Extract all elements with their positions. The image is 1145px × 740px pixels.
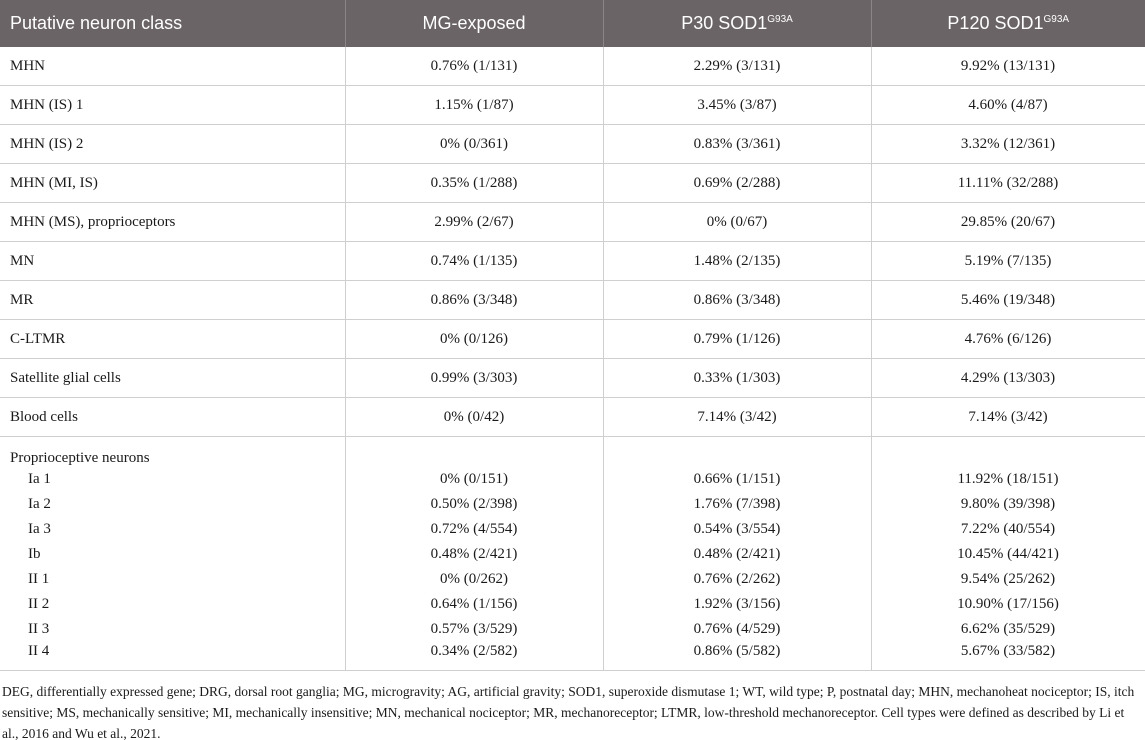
cell-p30-sod1: 0.66% (1/151)	[603, 467, 871, 492]
cell-mg-exposed: 0.50% (2/398)	[345, 492, 603, 517]
cell-mg-exposed: 0.35% (1/288)	[345, 164, 603, 203]
cell-mg-exposed: 0% (0/151)	[345, 467, 603, 492]
table-row	[0, 467, 1145, 492]
cell-mg-exposed: 0.48% (2/421)	[345, 542, 603, 567]
cell-p30-sod1: 0.86% (5/582)	[603, 642, 871, 671]
cell-p120-sod1: 5.19% (7/135)	[871, 242, 1145, 281]
cell-p30-sod1: 7.14% (3/42)	[603, 398, 871, 437]
cell-p120-sod1: 7.14% (3/42)	[871, 398, 1145, 437]
cell-mg-exposed: 0.86% (3/348)	[345, 281, 603, 320]
table-row	[0, 47, 1145, 86]
table-body	[0, 47, 1145, 671]
table-row	[0, 542, 1145, 567]
cell-neuron-class: Ib	[28, 546, 41, 562]
cell-p120-sod1: 11.92% (18/151)	[871, 467, 1145, 492]
cell-p120-sod1: 6.62% (35/529)	[871, 617, 1145, 642]
table-row	[0, 567, 1145, 592]
cell-neuron-class: II 4	[0, 642, 345, 671]
cell-neuron-class: MHN (IS) 1	[0, 86, 345, 125]
cell-mg-exposed: 0% (0/42)	[345, 398, 603, 437]
cell-p30-sod1: 1.48% (2/135)	[603, 242, 871, 281]
table-row	[0, 359, 1145, 398]
cell-p30-sod1: 0.54% (3/554)	[603, 517, 871, 542]
cell-neuron-class: Blood cells	[0, 398, 345, 437]
cell-mg-exposed: 0% (0/262)	[345, 567, 603, 592]
cell-p120-sod1: 5.46% (19/348)	[871, 281, 1145, 320]
cell-neuron-class: MHN (MI, IS)	[0, 164, 345, 203]
cell-p120-sod1: 29.85% (20/67)	[871, 203, 1145, 242]
group-header-row	[0, 437, 1145, 468]
table-footnote: DEG, differentially expressed gene; DRG, dorsal root ganglia; MG, microgravity; AG, artificial gravity; SOD1, superoxide dismutase 1; WT, wild type; P, postnatal day; MHN, mechanoheat nociceptor; IS, itch sensitive; MS, mechanically sensitive; MI, mechanically insensitive; MN, mechanical nociceptor; MR, mechanoreceptor; LTMR, low-threshold mechanoreceptor. Cell types were defined as described by Li et al., 2016 and Wu et al., 2021.	[2, 684, 1135, 740]
cell-neuron-class: Ia 2	[28, 496, 51, 512]
cell-neuron-class: Ia 3	[28, 521, 51, 537]
table-row	[0, 86, 1145, 125]
header-p30-superscript: G93A	[767, 14, 793, 25]
cell-p30-sod1: 0% (0/67)	[603, 203, 871, 242]
cell-p120-sod1: 10.45% (44/421)	[871, 542, 1145, 567]
empty-cell	[603, 437, 871, 468]
table-row	[0, 592, 1145, 617]
cell-mg-exposed: 1.15% (1/87)	[345, 86, 603, 125]
header-p30-sod1	[603, 0, 871, 47]
cell-p120-sod1: 9.54% (25/262)	[871, 567, 1145, 592]
cell-p30-sod1: 0.76% (2/262)	[603, 567, 871, 592]
cell-neuron-class: MHN (IS) 2	[0, 125, 345, 164]
cell-p30-sod1: 0.83% (3/361)	[603, 125, 871, 164]
cell-p120-sod1: 4.29% (13/303)	[871, 359, 1145, 398]
header-p30-label: P30 SOD1	[681, 13, 768, 33]
cell-mg-exposed: 0.76% (1/131)	[345, 47, 603, 86]
table-row	[0, 517, 1145, 542]
table-row	[0, 320, 1145, 359]
header-neuron-class: Putative neuron class	[10, 13, 183, 33]
table-row	[0, 492, 1145, 517]
group-label: Proprioceptive neurons	[10, 450, 150, 466]
cell-p30-sod1: 1.76% (7/398)	[603, 492, 871, 517]
cell-mg-exposed: 0.72% (4/554)	[345, 517, 603, 542]
cell-neuron-class: II 1	[28, 571, 50, 587]
cell-neuron-class: II 2	[28, 596, 50, 612]
cell-p120-sod1: 7.22% (40/554)	[871, 517, 1145, 542]
cell-neuron-class: MHN	[0, 47, 345, 86]
cell-neuron-class: MN	[0, 242, 345, 281]
table-row	[0, 617, 1145, 642]
cell-p30-sod1: 0.86% (3/348)	[603, 281, 871, 320]
table-header	[0, 0, 1145, 47]
cell-p120-sod1: 3.32% (12/361)	[871, 125, 1145, 164]
cell-mg-exposed: 0% (0/361)	[345, 125, 603, 164]
cell-mg-exposed: 0.99% (3/303)	[345, 359, 603, 398]
table-row	[0, 398, 1145, 437]
cell-neuron-class: Ia 1	[28, 471, 51, 487]
header-p120-sod1	[871, 0, 1145, 47]
header-p120-label: P120 SOD1	[947, 13, 1044, 33]
cell-p30-sod1: 2.29% (3/131)	[603, 47, 871, 86]
cell-p120-sod1: 11.11% (32/288)	[871, 164, 1145, 203]
cell-neuron-class: MHN (MS), proprioceptors	[0, 203, 345, 242]
cell-p120-sod1: 9.92% (13/131)	[871, 47, 1145, 86]
header-row	[0, 0, 1145, 47]
cell-p120-sod1: 5.67% (33/582)	[871, 642, 1145, 671]
cell-mg-exposed: 0.64% (1/156)	[345, 592, 603, 617]
cell-p120-sod1: 10.90% (17/156)	[871, 592, 1145, 617]
cell-p120-sod1: 4.76% (6/126)	[871, 320, 1145, 359]
cell-p30-sod1: 0.79% (1/126)	[603, 320, 871, 359]
cell-neuron-class: Satellite glial cells	[0, 359, 345, 398]
header-mg-exposed: MG-exposed	[345, 0, 603, 47]
cell-p30-sod1: 0.48% (2/421)	[603, 542, 871, 567]
empty-cell	[345, 437, 603, 468]
cell-neuron-class: II 3	[28, 621, 50, 637]
cell-p120-sod1: 4.60% (4/87)	[871, 86, 1145, 125]
cell-p30-sod1: 0.76% (4/529)	[603, 617, 871, 642]
cell-p120-sod1: 9.80% (39/398)	[871, 492, 1145, 517]
table-row	[0, 642, 1145, 671]
table-row	[0, 242, 1145, 281]
cell-mg-exposed: 0% (0/126)	[345, 320, 603, 359]
cell-mg-exposed: 0.57% (3/529)	[345, 617, 603, 642]
cell-neuron-class: C-LTMR	[0, 320, 345, 359]
cell-p30-sod1: 0.69% (2/288)	[603, 164, 871, 203]
table-row	[0, 203, 1145, 242]
header-p120-superscript: G93A	[1043, 14, 1070, 25]
cell-p30-sod1: 1.92% (3/156)	[603, 592, 871, 617]
cell-mg-exposed: 2.99% (2/67)	[345, 203, 603, 242]
cell-mg-exposed: 0.74% (1/135)	[345, 242, 603, 281]
table-row	[0, 125, 1145, 164]
cell-p30-sod1: 0.33% (1/303)	[603, 359, 871, 398]
cell-mg-exposed: 0.34% (2/582)	[345, 642, 603, 671]
table-row	[0, 164, 1145, 203]
table-row	[0, 281, 1145, 320]
cell-p30-sod1: 3.45% (3/87)	[603, 86, 871, 125]
cell-neuron-class: MR	[0, 281, 345, 320]
empty-cell	[871, 437, 1145, 468]
